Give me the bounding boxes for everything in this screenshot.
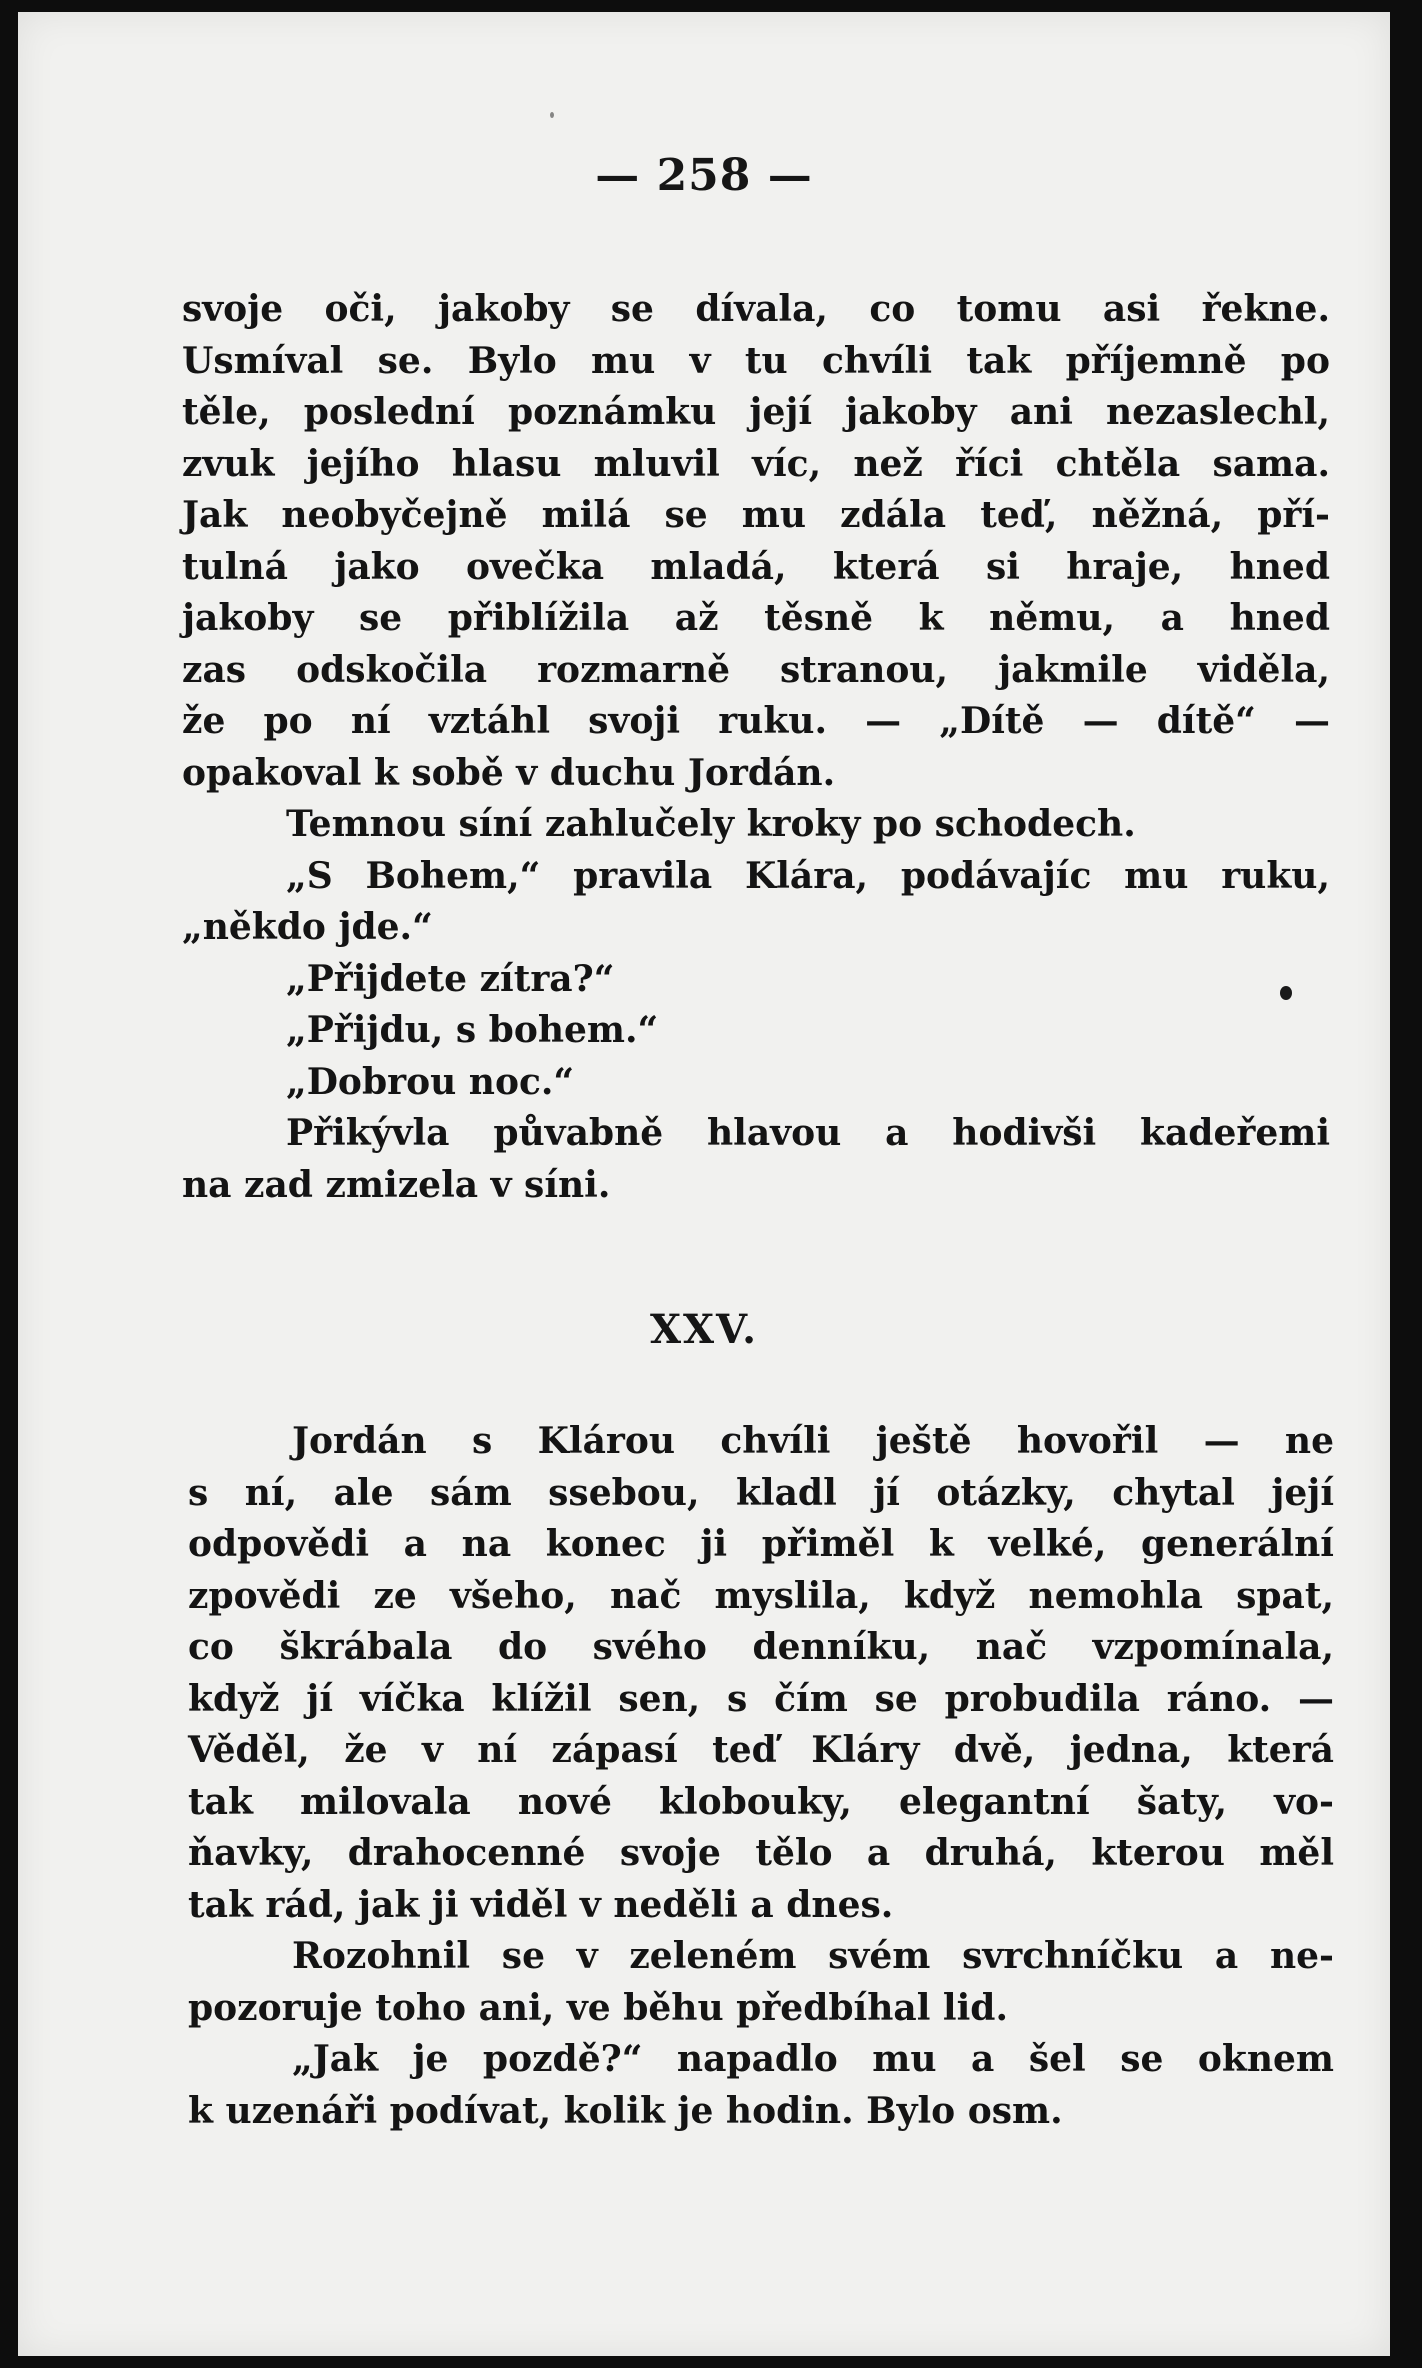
text-line: tulná jako ovečka mladá, která si hraje, hned: [182, 545, 1330, 588]
text-line: odpovědi a na konec ji přiměl k velké, generální: [188, 1523, 1334, 1565]
text-line: zvuk jejího hlasu mluvil víc, než říci chtěla sama.: [182, 442, 1330, 485]
text-line: Věděl, že v ní zápasí teď Kláry dvě, jedna, která: [188, 1729, 1334, 1771]
text-line: ňavky, drahocenné svoje tělo a druhá, kterou měl: [188, 1832, 1334, 1874]
text-line: jakoby se přiblížila až těsně k němu, a hned: [182, 597, 1330, 639]
text-line: tak rád, jak ji viděl v neděli a dnes.: [188, 1883, 894, 1926]
text-line: „Přijdete zítra?“: [286, 957, 615, 1000]
text-line: těle, poslední poznámku její jakoby ani nezaslechl,: [182, 391, 1330, 433]
text-line: Jak neobyčejně milá se mu zdála teď, něžná, pří-: [182, 494, 1330, 536]
text-line: s ní, ale sám ssebou, kladl jí otázky, chytal její: [188, 1471, 1334, 1514]
text-line: Rozohnil se v zeleném svém svrchníčku a ne-: [292, 1935, 1334, 1977]
text-line: když jí víčka klížil sen, s čím se probudila ráno. —: [188, 1677, 1334, 1720]
ink-speck: [550, 112, 554, 118]
text-line: k uzenáři podívat, kolik je hodin. Bylo osm.: [188, 2089, 1063, 2132]
chapter-heading: XXV.: [649, 1306, 759, 1353]
text-block-1: [182, 284, 1330, 1211]
ink-speck: [1280, 986, 1292, 1000]
text-line: že po ní vztáhl svoji ruku. — „Dítě — dítě“ —: [182, 700, 1330, 742]
page-number: — 258 —: [595, 150, 813, 201]
text-line: svoje oči, jakoby se dívala, co tomu asi řekne.: [182, 288, 1330, 330]
text-line: zpovědi ze všeho, nač myslila, když nemohla spat,: [188, 1574, 1334, 1617]
text-line: Jordán s Klárou chvíli ještě hovořil — ne: [292, 1420, 1334, 1462]
text-line: opakoval k sobě v duchu Jordán.: [182, 751, 836, 794]
text-line: Přikývla půvabně hlavou a hodivši kadeřemi: [286, 1112, 1330, 1154]
text-line: „někdo jde.“: [182, 906, 433, 948]
text-line: Temnou síní zahlučely kroky po schodech.: [286, 803, 1136, 845]
text-line: zas odskočila rozmarně stranou, jakmile viděla,: [182, 648, 1330, 691]
text-block-2: [188, 1416, 1334, 2137]
text-line: Usmíval se. Bylo mu v tu chvíli tak příjemně po: [182, 339, 1330, 382]
text-line: na zad zmizela v síni.: [182, 1163, 611, 1206]
text-line: „Přijdu, s bohem.“: [286, 1009, 659, 1051]
text-line: tak milovala nové klobouky, elegantní šaty, vo-: [188, 1780, 1334, 1823]
book-page: [18, 12, 1390, 2356]
text-line: co škrábala do svého denníku, nač vzpomínala,: [188, 1626, 1334, 1668]
text-line: „Dobrou noc.“: [286, 1060, 575, 1103]
text-line: pozoruje toho ani, ve běhu předbíhal lid.: [188, 1986, 1008, 2029]
text-line: „Jak je pozdě?“ napadlo mu a šel se oknem: [292, 2038, 1334, 2080]
text-line: „S Bohem,“ pravila Klára, podávajíc mu ruku,: [286, 854, 1330, 897]
